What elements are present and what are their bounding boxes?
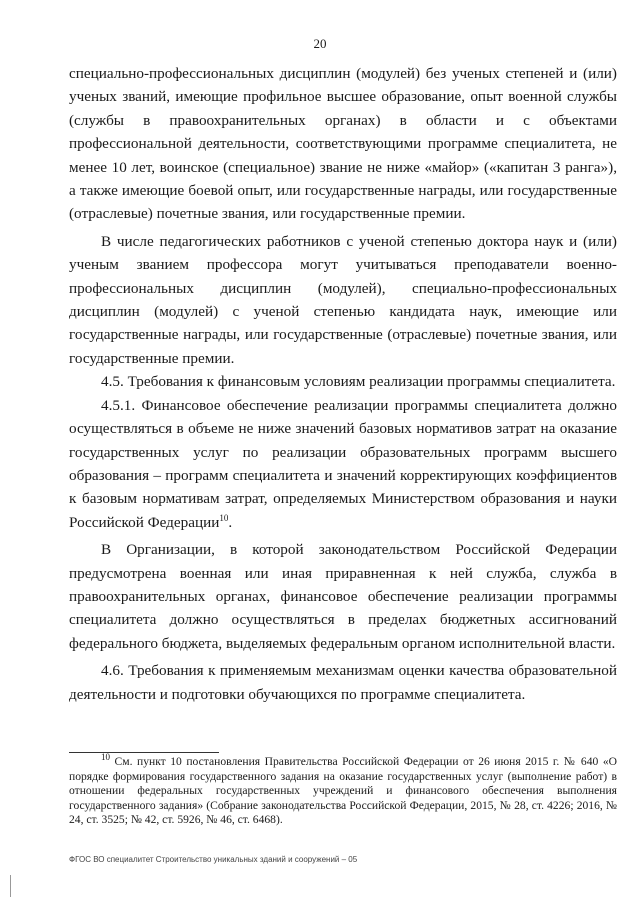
- paragraph-professors: В числе педагогических работников с ученой степенью доктора наук и (или) ученым званием профессора могут учитываться преподаватели военно-профессиональных дисциплин (модулей), специально-профессиональных дисциплин (модулей) с ученой степенью кандидата наук, имеющие или государственные награды, или государственные (отраслевые) почетные звания, или государственные премии.: [69, 232, 617, 367]
- footnote-divider: [69, 752, 219, 753]
- footnote-reference[interactable]: 10: [219, 512, 229, 523]
- section-4-5-heading: 4.5. Требования к финансовым условиям реализации программы специалитета.: [101, 373, 616, 391]
- section-4-6-heading: 4.6. Требования к применяемым механизмам оценки качества образовательной деятельности и подготовки обучающихся по программе специалитета.: [69, 662, 617, 703]
- body-text: [69, 62, 617, 706]
- page-number: 20: [313, 36, 327, 51]
- footnote-marker: 10: [101, 752, 110, 763]
- footnote-text: См. пункт 10 постановления Правительства Российской Федерации от 26 июня 2015 г. № 640 «О порядке формирования государственного задания на оказание государственных услуг (выполнение работ) в отношении федеральных государственных учреждений и финансового обеспечения выполнения государственного задания» (Собрание законодательства Российской Федерации, 2015, № 28, ст. 4226; 2016, № 24, ст. 3525; № 42, ст. 5926, № 46, ст. 6468).: [69, 755, 618, 827]
- paragraph-military-funding: В Организации, в которой законодательством Российской Федерации предусмотрена военная или иная приравненная к ней служба, служба в правоохранительных органах, финансовое обеспечение реализации программы специалитета должно осуществляться в пределах бюджетных ассигнований федерального бюджета, выделяемых федеральным органом исполнительной власти.: [69, 541, 617, 652]
- paragraph-4-5-1-text: 4.5.1. Финансовое обеспечение реализации программы специалитета должно осуществляться в объеме не ниже значений базовых нормативов затрат на оказание государственных услуг по реализации образовательных программ высшего образования – программ специалитета и значений корректирующих коэффициентов к базовым нормативам затрат, определяемых Министерством образования и науки Российской Федерации: [69, 396, 617, 531]
- footnote: [69, 752, 618, 828]
- paragraph-continued: специально-профессиональных дисциплин (модулей) без ученых степеней и (или) ученых званий, имеющие профильное высшее образование, опыт военной службы (службы в правоохранительных органах) в области и с объектами профессиональной деятельности, соответствующими программе специалитета, не менее 10 лет, воинское (специальное) звание не ниже «майор» («капитан 3 ранга»), а также имеющие боевой опыт, или государственные награды, или государственные (отраслевые) почетные звания, или государственные премии.: [69, 65, 617, 223]
- paragraph-4-5-1: 4.5.1. Финансовое обеспечение реализации программы специалитета должно осуществляться в объеме не ниже значений базовых нормативов затрат на оказание государственных услуг по реализации образовательных программ высшего образования – программ специалитета и значений корректирующих коэффициентов к базовым нормативам затрат, определяемых Министерством образования и науки Российской Федерации$^{10}$.: [69, 396, 617, 531]
- footnote-paragraph: [69, 752, 618, 828]
- document-footer: ФГОС ВО специалитет Строительство уникальных зданий и сооружений – 05: [69, 855, 358, 864]
- scan-edge-mark: [10, 875, 11, 897]
